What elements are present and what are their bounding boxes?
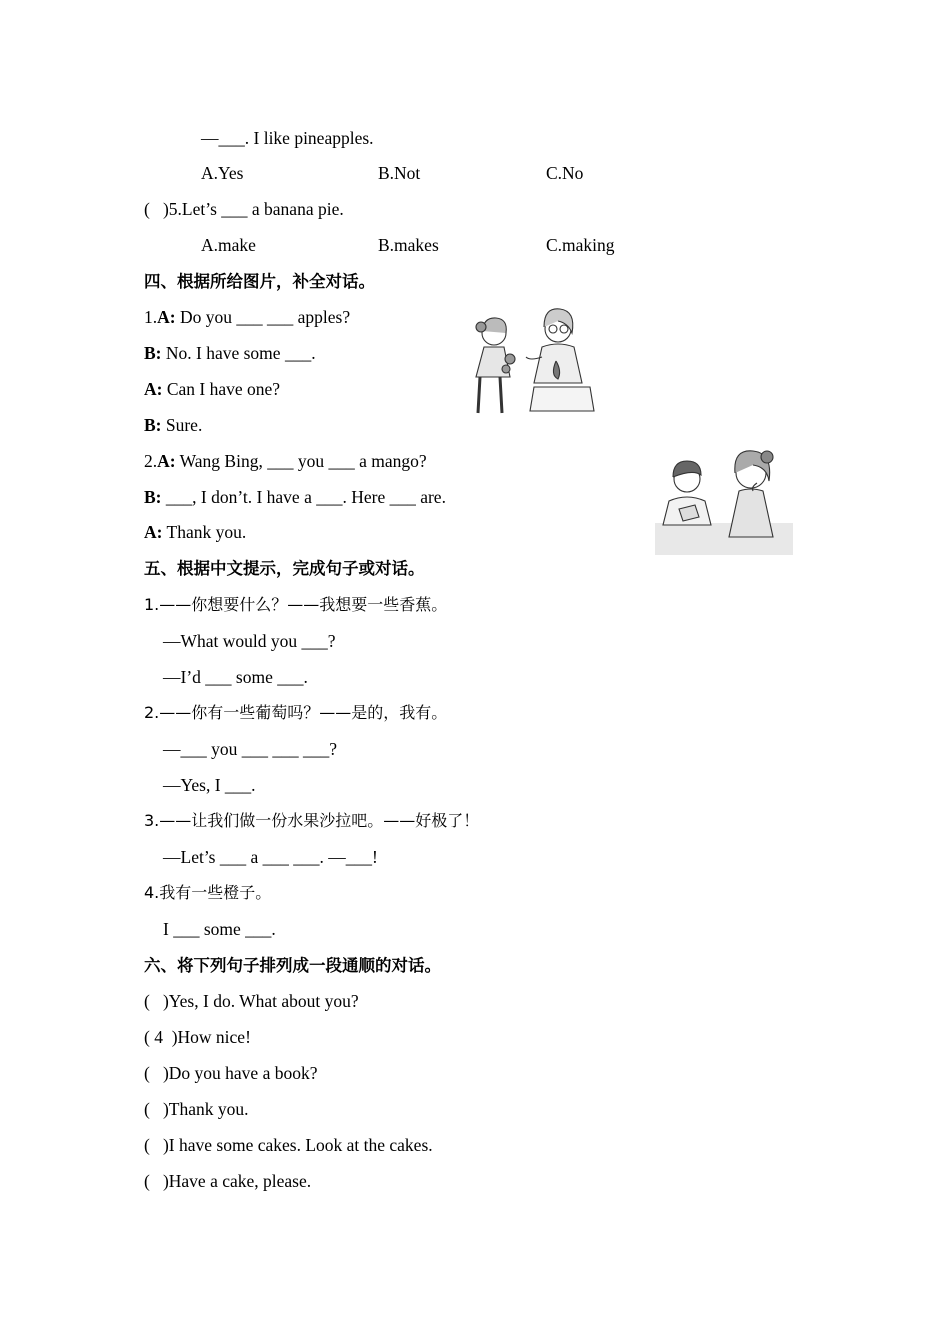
sec5-q3-line1: —Let’s ___ a ___ ___. —___! [163,847,378,867]
illustration-boy-and-girl [655,443,793,557]
dialog1-line1: 1.A: Do you ___ ___ apples? [144,307,351,327]
section-4-title: 四、根据所给图片，补全对话。 [144,272,375,291]
sec6-item-4: ( )Thank you. [144,1099,249,1119]
q5-stem: ( )5.Let’s ___ a banana pie. [144,199,344,219]
sec5-q4-prompt: 4.我有一些橙子。 [144,883,272,902]
sec6-item-1: ( )Yes, I do. What about you? [144,991,359,1011]
section-5-title: 五、根据中文提示，完成句子或对话。 [144,559,425,578]
q4-option-b: B.Not [378,163,421,183]
sec5-q2-line2: —Yes, I ___. [163,775,256,795]
sec5-q2-line1: —___ you ___ ___ ___? [163,739,338,759]
sec6-item-5: ( )I have some cakes. Look at the cakes. [144,1135,433,1155]
q5-option-b: B.makes [378,235,439,255]
dialog2-line3: A: Thank you. [144,522,247,542]
sec5-q1-prompt: 1.——你想要什么？——我想要一些香蕉。 [144,595,448,614]
dialog2-line2: B: ___, I don’t. I have a ___. Here ___ are. [144,487,446,507]
q4-option-c: C.No [546,163,584,183]
q5-option-c: C.making [546,235,615,255]
sec6-item-2: ( 4 )How nice! [144,1027,251,1047]
sec5-q4-line1: I ___ some ___. [163,919,276,939]
dialog1-line4: B: Sure. [144,415,203,435]
sec5-q1-line2: —I’d ___ some ___. [163,667,308,687]
sec5-q1-line1: —What would you ___? [163,631,336,651]
dialog1-line2: B: No. I have some ___. [144,343,316,363]
sec6-item-6: ( )Have a cake, please. [144,1171,312,1191]
section-6-title: 六、将下列句子排列成一段通顺的对话。 [144,956,441,975]
sec5-q3-prompt: 3.——让我们做一份水果沙拉吧。——好极了！ [144,811,480,830]
q4-answer-line: —___. I like pineapples. [201,128,374,148]
sec6-item-3: ( )Do you have a book? [144,1063,318,1083]
sec5-q2-prompt: 2.——你有一些葡萄吗？——是的，我有。 [144,703,448,722]
dialog1-line3: A: Can I have one? [144,379,281,399]
illustration-girl-and-woman [470,305,600,417]
q4-option-a: A.Yes [201,163,244,183]
q5-option-a: A.make [201,235,256,255]
dialog2-line1: 2.A: Wang Bing, ___ you ___ a mango? [144,451,427,471]
